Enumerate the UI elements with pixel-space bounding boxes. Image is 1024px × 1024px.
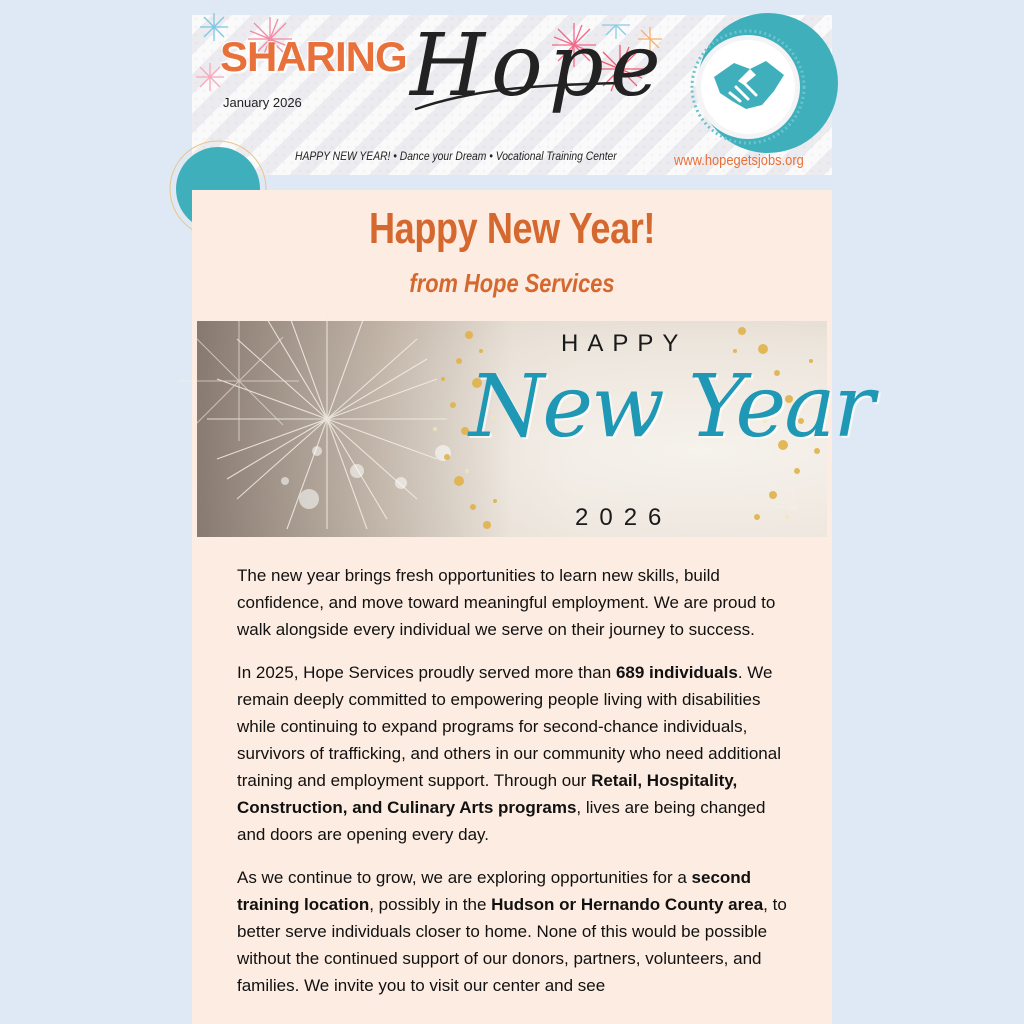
issue-date: January 2026 — [223, 95, 302, 110]
page-title: Happy New Year! — [369, 204, 655, 253]
paragraph-growth: As we continue to grow, we are exploring opportunities for a second training location, possibly in the Hudson or Hernando County area, to better serve individuals closer to home. None of this would be possible without the continued support of our donors, partners, volunteers, and families. We invite you to visit our center and see — [237, 868, 787, 995]
banner-happy-text: HAPPY — [561, 330, 688, 357]
highlight-county-area: Hudson or Hernando County area — [491, 895, 764, 914]
paragraph-intro: The new year brings fresh opportunities to learn new skills, build confidence, and move toward meaningful employment. We are proud to walk alongside every individual we serve on their journey to success. — [237, 566, 776, 639]
brand-sharing-word: SHARING — [220, 33, 407, 80]
teal-corner-shape — [182, 137, 272, 197]
hope-swash-decoration — [414, 79, 624, 119]
banner-year-text: 2026 — [575, 504, 673, 531]
masthead-banner — [192, 15, 832, 175]
paragraph-2025-impact: In 2025, Hope Services proudly served more than 689 individuals. We remain deeply committed to empowering people living with disabilities while continuing to expand programs for second-chance individuals, survivors of trafficking, and others in our community who need additional training and employment support. Through our Retail, Hospitality, Construction, and Culinary Arts programs, lives are being changed and doors are opening every day. — [237, 663, 781, 844]
content-card — [192, 190, 873, 1024]
new-year-banner-image — [197, 321, 873, 537]
highlight-individuals: 689 individuals — [615, 663, 738, 682]
website-link[interactable]: www.hopegetsjobs.org — [674, 152, 804, 169]
highlight-programs: Retail, Hospitality, Construction, and Culinary Arts programs — [237, 771, 738, 817]
brand-hope-script: Hope — [410, 16, 667, 116]
banner-new-year-script: New Year — [469, 357, 873, 457]
highlight-second-location: second training location — [237, 868, 752, 914]
masthead-tagline: HAPPY NEW YEAR! • Dance your Dream • Vocational Training Center — [295, 149, 617, 163]
page-subtitle: from Hope Services — [409, 268, 615, 298]
article-body — [237, 562, 789, 1015]
hope-logo — [686, 11, 836, 161]
